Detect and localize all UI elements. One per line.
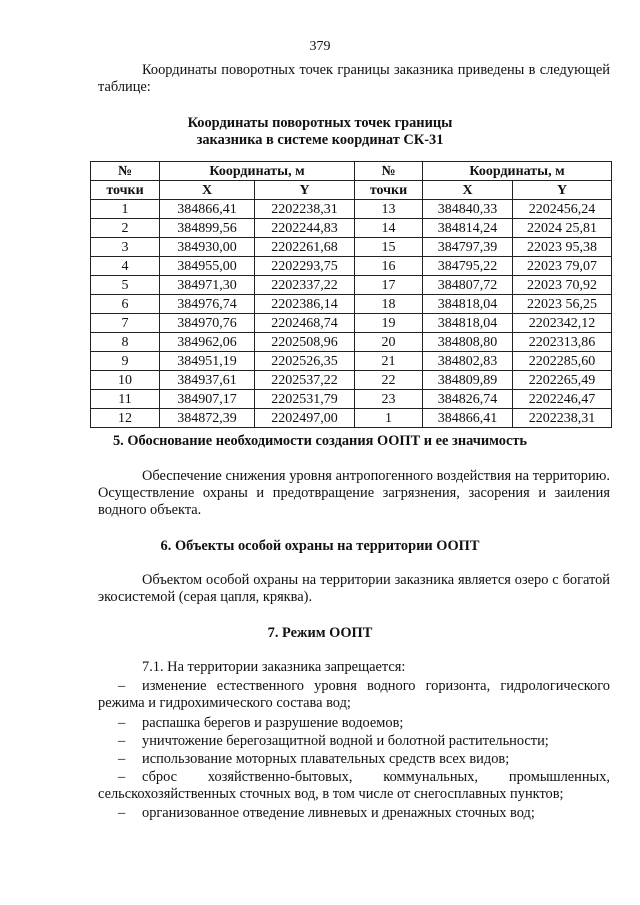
cell-x-2: 384797,39 [423,238,513,257]
list-item [98,715,610,732]
list-item-text: организованное отведение ливневых и дренажных сточных вод; [142,805,535,821]
cell-x-2: 384802,83 [423,352,513,371]
cell-num: 8 [91,333,160,352]
table-row [91,219,612,238]
cell-x: 384970,76 [160,314,255,333]
cell-x-2: 384814,24 [423,219,513,238]
list-item [98,733,610,750]
cell-num: 3 [91,238,160,257]
cell-num-2: 18 [355,295,423,314]
col-header-coords: Координаты, м [160,162,355,181]
cell-x: 384907,17 [160,390,255,409]
col-header-num-2: № [355,162,423,181]
cell-y-2: 22023 79,07 [513,257,612,276]
cell-num-2: 20 [355,333,423,352]
col-header-coords-2: Координаты, м [423,162,612,181]
list-dash: – [118,805,126,821]
cell-num-2: 14 [355,219,423,238]
section-7-lead: 7.1. На территории заказника запрещается: [142,659,406,675]
table-header-row-2 [91,181,612,200]
section-5-text: Обеспечение снижения уровня антропогенного воздействия на территорию. Осуществление охраны и предотвращение загрязнения, засорения и заиления водного объекта. [98,468,610,518]
table-row [91,390,612,409]
cell-x: 384976,74 [160,295,255,314]
col-header-y: Y [255,181,355,200]
cell-num-2: 22 [355,371,423,390]
list-item [98,751,610,768]
cell-y-2: 2202246,47 [513,390,612,409]
table-title-line-1: Координаты поворотных точек границы [187,115,453,131]
cell-num-2: 21 [355,352,423,371]
cell-y: 2202293,75 [255,257,355,276]
cell-num-2: 16 [355,257,423,276]
cell-y: 2202386,14 [255,295,355,314]
cell-y-2: 2202285,60 [513,352,612,371]
cell-x: 384951,19 [160,352,255,371]
cell-num-2: 13 [355,200,423,219]
table-row [91,200,612,219]
cell-num-2: 1 [355,409,423,428]
list-item-text: изменение естественного уровня водного горизонта, гидрологического режима и гидрохимического состава вод; [98,678,610,711]
cell-y: 2202508,96 [255,333,355,352]
cell-x: 384872,39 [160,409,255,428]
cell-y-2: 2202313,86 [513,333,612,352]
cell-num: 4 [91,257,160,276]
table-row [91,333,612,352]
section-6-heading: 6. Объекты особой охраны на территории ООПТ [160,538,480,554]
cell-x: 384962,06 [160,333,255,352]
cell-x: 384899,56 [160,219,255,238]
cell-num-2: 23 [355,390,423,409]
cell-x: 384866,41 [160,200,255,219]
table-row [91,238,612,257]
table-header-row-1 [91,162,612,181]
cell-y-2: 22023 70,92 [513,276,612,295]
table-row [91,409,612,428]
table-row [91,257,612,276]
cell-num-2: 19 [355,314,423,333]
section-7-heading: 7. Режим ООПТ [267,625,373,641]
table-title-line-2: заказника в системе координат СК-31 [196,132,444,148]
cell-y: 2202244,83 [255,219,355,238]
list-item-text: уничтожение берегозащитной водной и болотной растительности; [142,733,549,749]
coordinates-table [90,161,612,428]
col-header-num-sub: точки [91,181,160,200]
cell-x-2: 384866,41 [423,409,513,428]
cell-num: 7 [91,314,160,333]
cell-y-2: 2202265,49 [513,371,612,390]
section-5-heading: 5. Обоснование необходимости создания ООПТ и ее значимость [112,433,528,449]
cell-y-2: 2202456,24 [513,200,612,219]
col-header-num: № [91,162,160,181]
list-dash: – [118,751,126,767]
list-dash: – [118,733,126,749]
page-number: 379 [309,39,331,54]
list-item-text: распашка берегов и разрушение водоемов; [142,715,404,731]
cell-num-2: 15 [355,238,423,257]
section-6-text: Объектом особой охраны на территории заказника является озеро с богатой экосистемой (серая цапля, кряква). [98,572,610,605]
cell-x-2: 384818,04 [423,314,513,333]
cell-num: 1 [91,200,160,219]
list-item [98,678,610,712]
cell-num: 10 [91,371,160,390]
cell-num: 9 [91,352,160,371]
col-header-x-2: X [423,181,513,200]
cell-y: 2202537,22 [255,371,355,390]
cell-y: 2202531,79 [255,390,355,409]
cell-y: 2202497,00 [255,409,355,428]
list-item [98,769,610,803]
cell-num: 5 [91,276,160,295]
cell-y-2: 2202342,12 [513,314,612,333]
cell-x-2: 384840,33 [423,200,513,219]
cell-x: 384937,61 [160,371,255,390]
list-dash: – [118,715,126,731]
col-header-y-2: Y [513,181,612,200]
cell-y: 2202468,74 [255,314,355,333]
cell-x-2: 384809,89 [423,371,513,390]
cell-num-2: 17 [355,276,423,295]
cell-num: 12 [91,409,160,428]
cell-num: 2 [91,219,160,238]
cell-x-2: 384807,72 [423,276,513,295]
table-row [91,314,612,333]
cell-x-2: 384818,04 [423,295,513,314]
cell-x-2: 384795,22 [423,257,513,276]
cell-y-2: 22023 95,38 [513,238,612,257]
cell-y: 2202526,35 [255,352,355,371]
cell-num: 6 [91,295,160,314]
cell-y: 2202238,31 [255,200,355,219]
table-row [91,371,612,390]
cell-x-2: 384808,80 [423,333,513,352]
list-item-text: использование моторных плавательных средств всех видов; [142,751,510,767]
cell-y: 2202261,68 [255,238,355,257]
list-item [98,805,610,822]
list-dash: – [118,769,126,785]
cell-y-2: 22024 25,81 [513,219,612,238]
table-row [91,295,612,314]
cell-y-2: 22023 56,25 [513,295,612,314]
intro-paragraph: Координаты поворотных точек границы заказника приведены в следующей таблице: [98,62,610,95]
cell-x: 384971,30 [160,276,255,295]
cell-y: 2202337,22 [255,276,355,295]
list-item-text: сброс хозяйственно-бытовых, коммунальных, промышленных, сельскохозяйственных сточных вод, в том числе от снегосплавных пунктов; [98,769,610,802]
table-row [91,352,612,371]
cell-x-2: 384826,74 [423,390,513,409]
col-header-x: X [160,181,255,200]
col-header-num-sub-2: точки [355,181,423,200]
cell-x: 384955,00 [160,257,255,276]
cell-x: 384930,00 [160,238,255,257]
table-row [91,276,612,295]
cell-num: 11 [91,390,160,409]
cell-y-2: 2202238,31 [513,409,612,428]
list-dash: – [118,678,126,694]
